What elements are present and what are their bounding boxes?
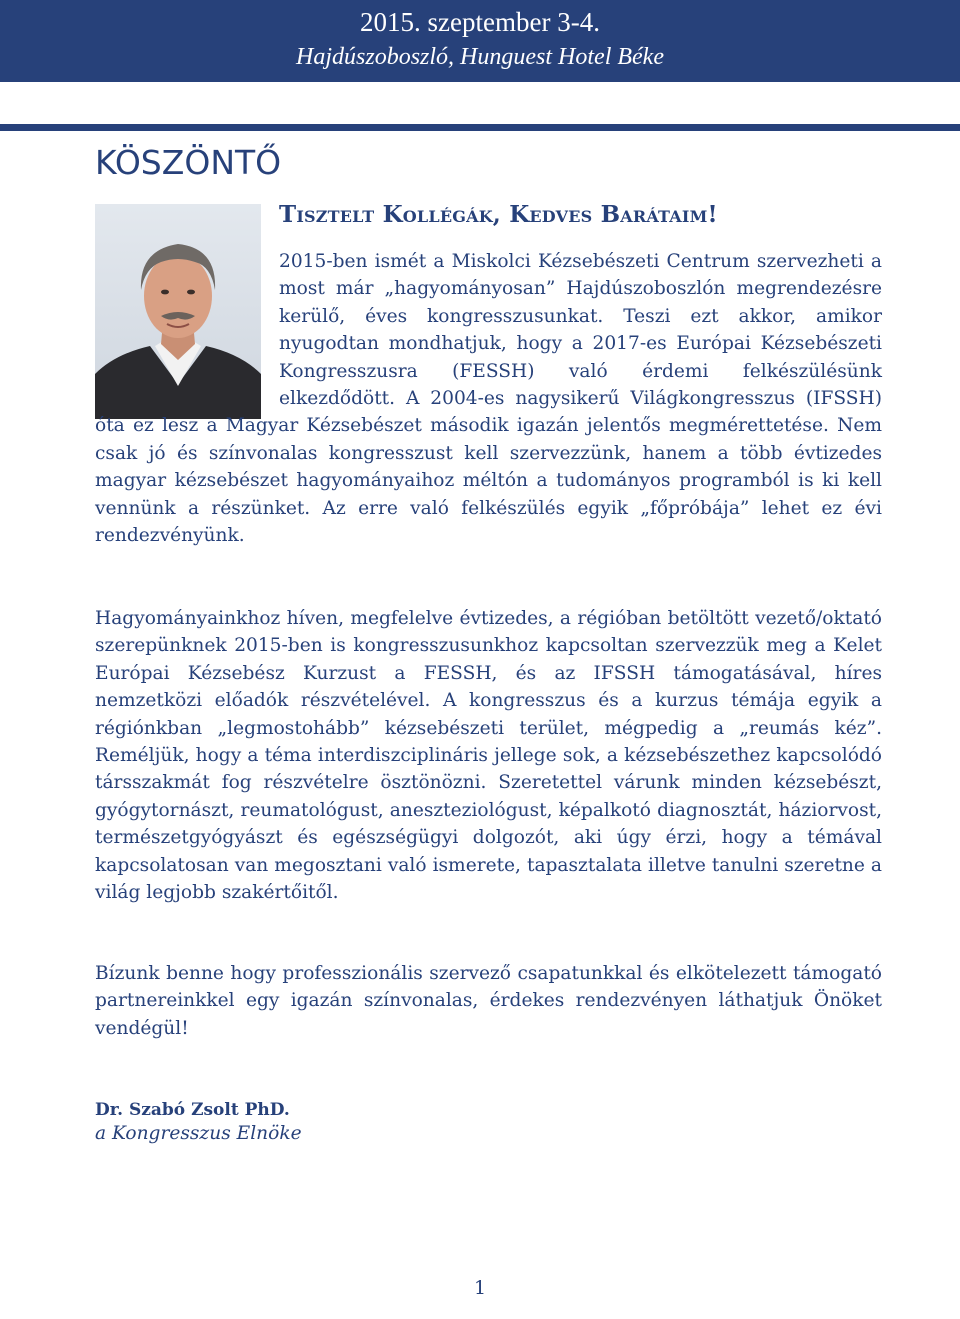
paragraph-1-text: 2015-ben ismét a Miskolci Kézsebészeti Centrum szervezheti a most már „hagyományosan” Hajdúszoboszlón megrendezésre kerülő, éves kongresszusunkat. Teszi ezt akkor, amikor nyugodtan mondhatjuk, hogy a 2017-es Európai Kézsebészeti Kongresszusra (FESSH) való érdemi felkészülésünk elkezdődött. A 2004-es nagysikerű Világkongresszus (IFSSH) óta ez lesz a Magyar Kézsebészet második igazán jelentős megmérettetése. Nem csak jó és színvonalas kongresszust kell szervezzünk, hanem a több évtizedes magyar kézsebészet hagyományaihoz méltón a tudományos programból is ki kell vennünk a részünket. Az erre való felkészülés egyik „főpróbája” lehet ez évi rendezvényünk. [95,251,882,547]
photo-wrap-spacer [95,248,279,412]
header-banner [0,0,960,82]
paragraph-1 [95,248,882,549]
section-title: KÖSZÖNTŐ [95,143,282,182]
event-date: 2015. szeptember 3-4. [360,7,600,37]
greeting-heading: Tisztelt Kollégák, Kedves Barátaim! [279,201,718,228]
event-venue: Hajdúszoboszló, Hunguest Hotel Béke [296,44,664,70]
paragraph-2: Hagyományainkhoz híven, megfelelve évtizedes, a régióban betöltött vezető/oktató szerepünknek 2015-ben is kongresszusunkhoz kapcsoltan szervezzük meg a Kelet Európai Kézsebész Kurzust a FESSH, és az IFSSH támogatásával, híres nemzetközi előadók részvételével. A kongresszus és a kurzus témája egyik a régiónkban „legmostohább” kézsebészeti terület, mégpedig a „reumás kéz”. Reméljük, hogy a téma interdiszciplináris jellege sok, a kézsebészethez kapcsolódó társszakmát fog részvételre ösztönözni. Szeretettel várunk minden kézsebészt, gyógytornászt, reumatológust, aneszteziológust, képalkotó diagnosztát, háziorvost, természetgyógyászt és egészségügyi dolgozót, aki úgy érzi, hogy a témával kapcsolatosan van megosztani való ismerete, tapasztalata illetve tanulni szeretne a világ legjobb szakértőitől. [95,608,882,904]
paragraph-3: Bízunk benne hogy professzionális szervező csapatunkkal és elkötelezett támogató partnereinkkel egy igazán színvonalas, érdekes rendezvényen láthatjuk Önöket vendégül! [95,963,882,1039]
signature-role: a Kongresszus Elnöke [95,1123,302,1144]
page-number: 1 [473,1277,487,1299]
signature-name: Dr. Szabó Zsolt PhD. [95,1100,290,1120]
divider-rule [0,124,960,131]
